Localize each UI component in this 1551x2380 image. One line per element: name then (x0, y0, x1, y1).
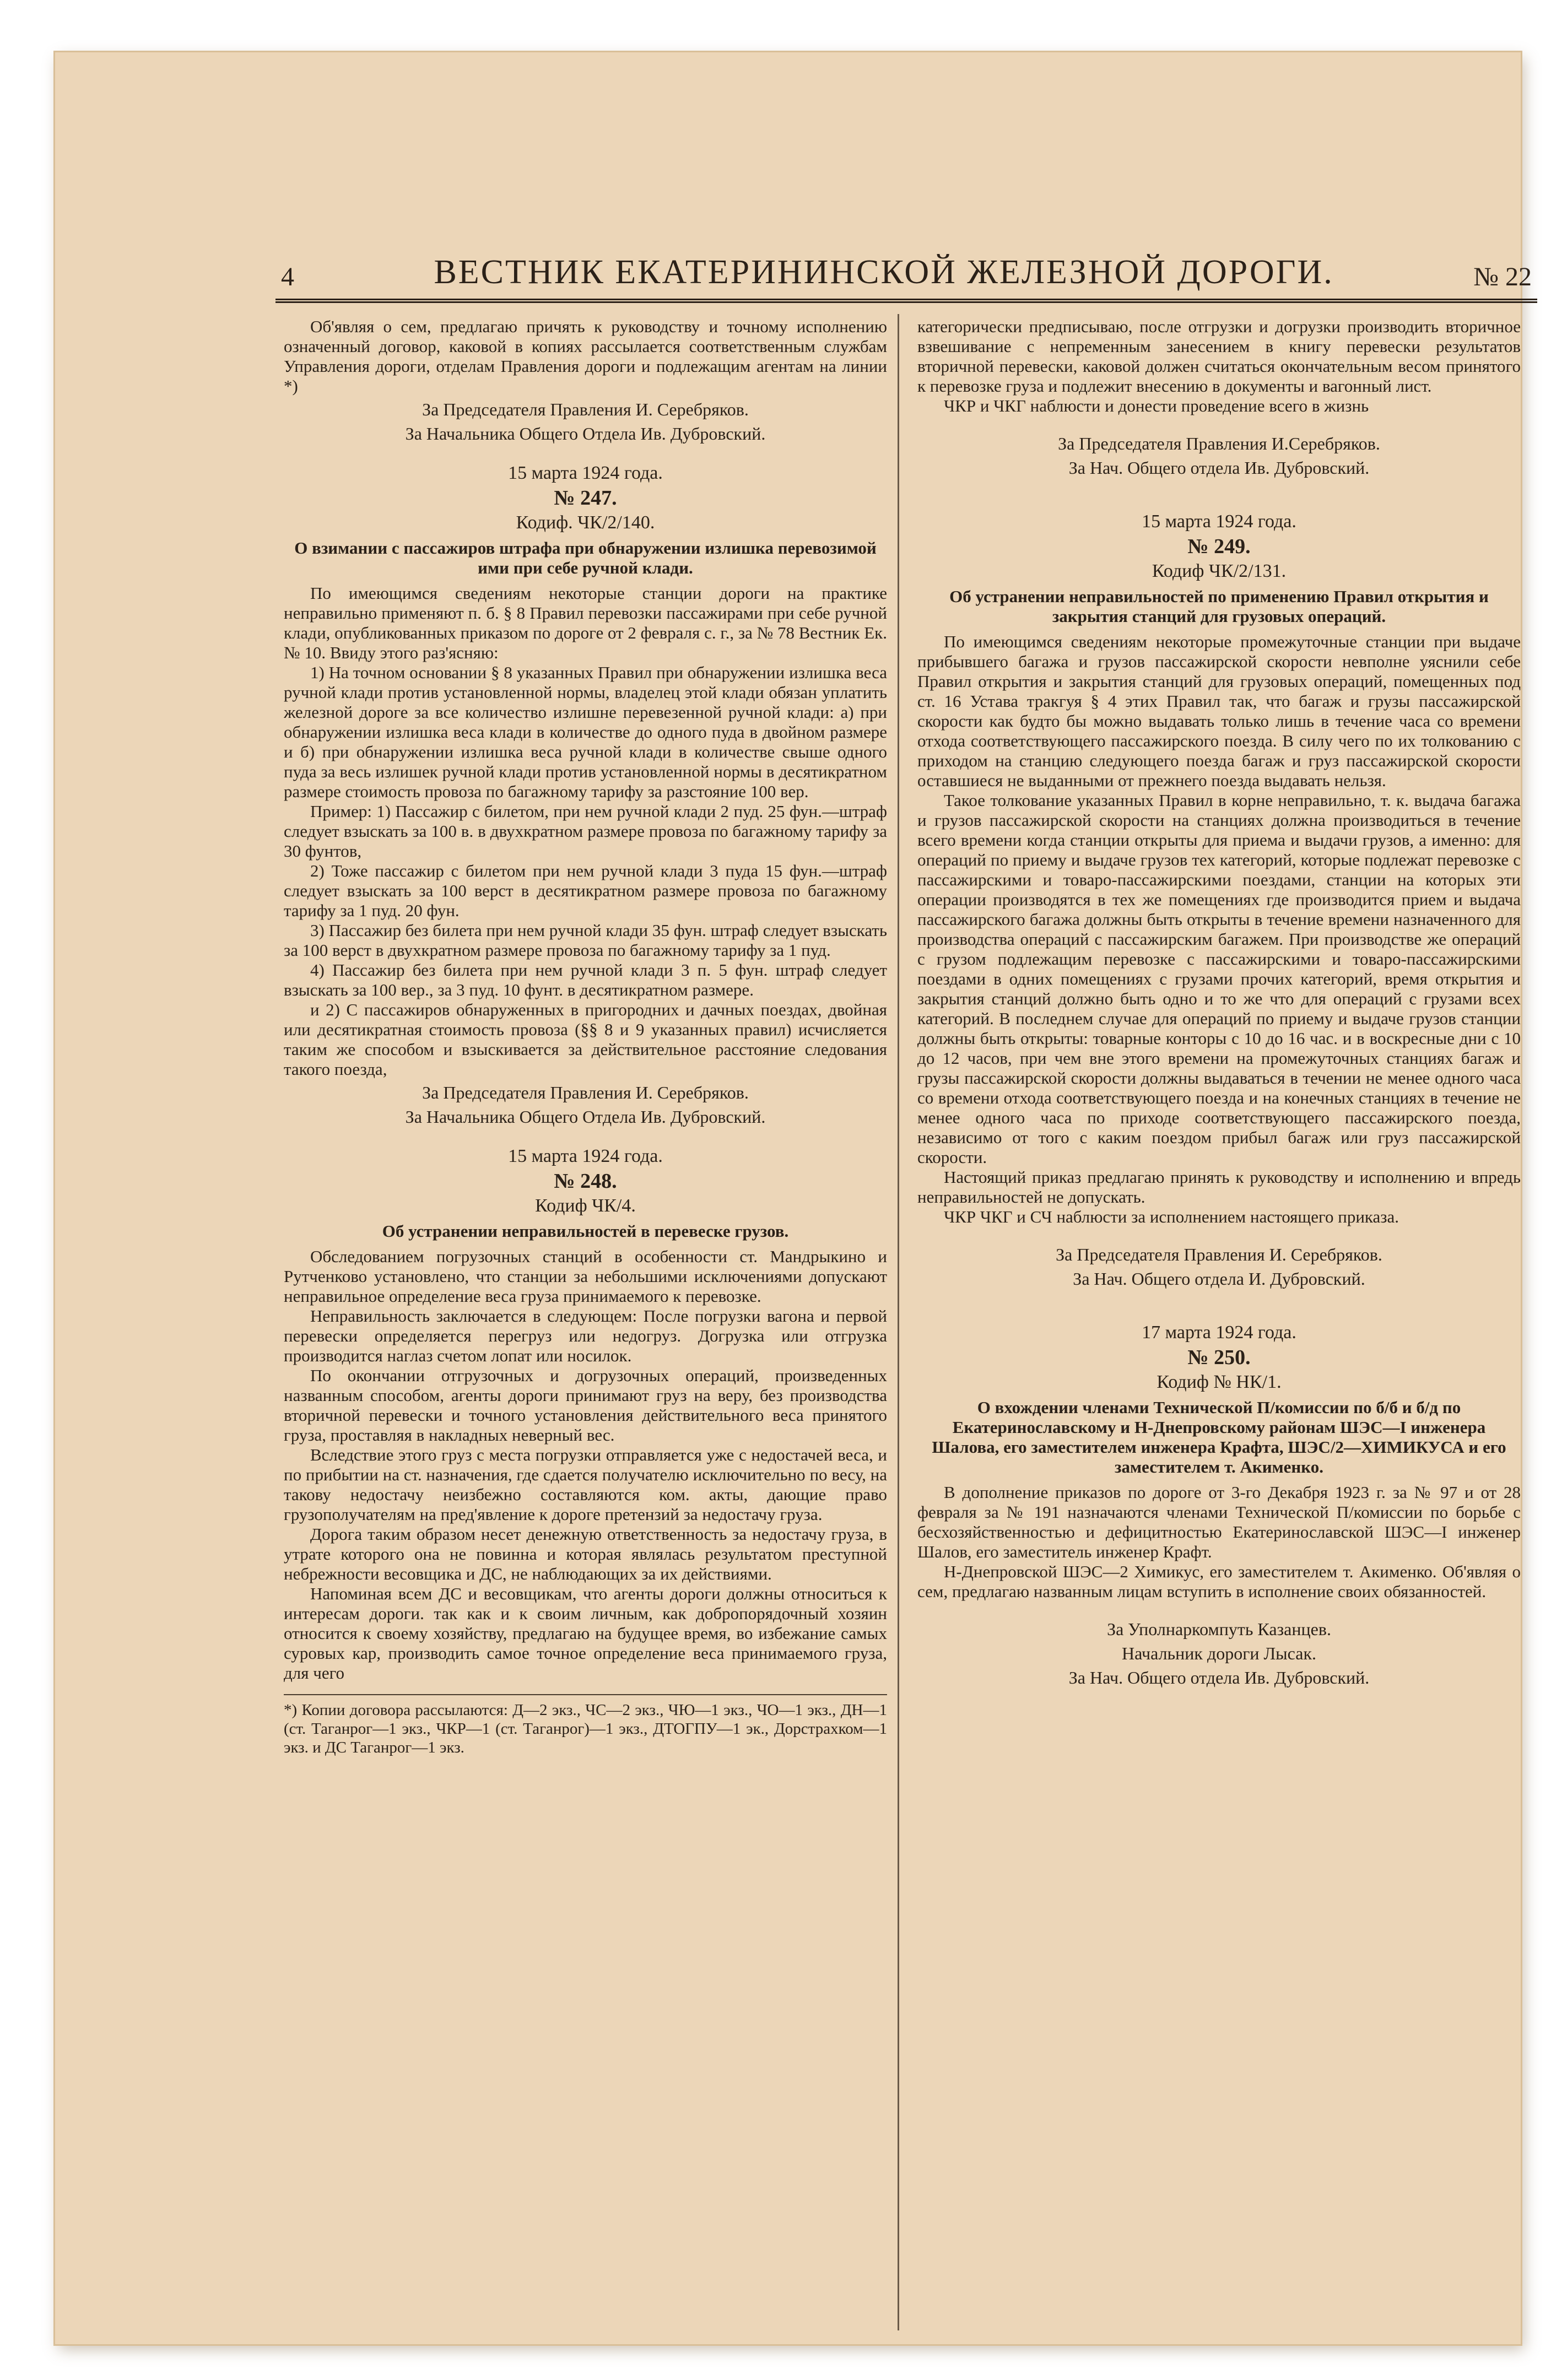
paragraph: Обследованием погрузочных станций в особенности ст. Мандрыкино и Рутченково установлено, что станции за небольшими исключениями допускают неправильное определение веса груза принимаемого к перевозке. (284, 1247, 887, 1306)
order-number: № 250. (1187, 1346, 1251, 1369)
intro-paragraph: Об'являя о сем, предлагаю причять к руководству и точному исполнению означенный договор, каковой в копиях рассылается соответственным службам Управления дороги, отделам Правления дороги и подлежащим агентам на линии *) (284, 317, 887, 396)
order-date: 15 марта 1924 года. (508, 1146, 663, 1166)
paragraph: По имеющимся сведениям некоторые станции дороги на практике неправильно применяют п. б. § 8 Правил перевозки пассажирами при себе ручной клади, опубликованных приказом по дороге от 2 февраля с. г., за № 78 Вестник Ек. № 10. Ввиду этого раз'ясняю: (284, 583, 887, 662)
signature: Начальник дороги Лысак. (1121, 1643, 1317, 1663)
newspaper-sheet (55, 52, 1532, 2344)
paragraph: Вследствие этого груз с места погрузки отправляется уже с недостачей веса, и по прибытии на ст. назначения, где сдается получателю исключительно по весу, на такову недостачу неизбежно составляются ком. акты, дающие право грузополучателям на пред'явление к дороге претензий за недостачу груза. (284, 1445, 887, 1524)
paragraph: категорически предписываю, после отгрузки и догрузки производить вторичное взвешивание с непременным занесением в книгу перевески результатов вторичной перевески, каковой должен считаться окончательным весом принятого к перевозке груза и подлежит внесению в документы и вагонный лист. (917, 317, 1521, 396)
signature: За Начальника Общего Отдела Ив. Дубровский. (405, 424, 766, 443)
order-title: Об устранении неправильностей в перевеске грузов. (382, 1221, 789, 1241)
signature: За Нач. Общего отдела Ив. Дубровский. (1068, 1668, 1370, 1687)
order-number: № 247. (554, 486, 617, 510)
order-date: 15 марта 1924 года. (1142, 511, 1296, 532)
paragraph: ЧКР ЧКГ и СЧ наблюсти за исполнением настоящего приказа. (944, 1207, 1399, 1226)
page-number: 4 (281, 262, 294, 291)
paragraph: По окончании отгрузочных и догрузочных операций, произведенных названным способом, агенты дороги принимают груз на веру, без производства вторичной перевески и точного установления действительного веса принятого груза, проставляя в накладных неверный вес. (284, 1366, 887, 1445)
order-title: О взимании с пассажиров штрафа при обнаружении излишка перевозимой ими при себе ручной клади. (294, 538, 877, 577)
order-code: Кодиф № НК/1. (1157, 1372, 1282, 1392)
publication-title: ВЕСТНИК ЕКАТЕРИНИНСКОЙ ЖЕЛЕЗНОЙ ДОРОГИ. (434, 253, 1334, 291)
signature: За Начальника Общего Отдела Ив. Дубровский. (405, 1107, 766, 1127)
paragraph: Настоящий приказ предлагаю принять к руководству и исполнению и впредь неправильностей не допускать. (917, 1167, 1521, 1207)
column-divider (898, 314, 899, 2330)
left-column (284, 317, 887, 2333)
order-code: Кодиф ЧК/2/131. (1152, 561, 1287, 581)
order-number: № 248. (554, 1170, 617, 1193)
paragraph: Неправильность заключается в следующем: После погрузки вагона и первой перевески определяется перегруз или недогруз. Догрузка или отгрузка производится наглаз счетом лопат или носилок. (284, 1306, 887, 1365)
order-number: № 249. (1187, 535, 1251, 558)
page-content (275, 242, 1537, 2380)
signature: За Уполнаркомпуть Казанцев. (1107, 1619, 1331, 1639)
signature: За Председателя Правления И.Серебряков. (1058, 434, 1380, 453)
signature: За Нач. Общего отдела И. Дубровский. (1073, 1269, 1365, 1289)
paragraph: 3) Пассажир без билета при нем ручной клади 35 фун. штраф следует взыскать за 100 верст в двухкратном размере провоза по багажному тарифу за 1 пуд. (284, 921, 887, 960)
order-code: Кодиф ЧК/4. (535, 1196, 636, 1216)
signature: За Председателя Правления И. Серебряков. (422, 1083, 749, 1102)
order-title: Об устранении неправильностей по применению Правил открытия и закрытия станций для грузовых операций. (949, 587, 1489, 626)
paragraph: По имеющимся сведениям некоторые промежуточные станции при выдаче прибывшего багажа и грузов пассажирской скорости невполне уяснили себе Правил открытия и закрытия станций для грузовых операций, помещенных под ст. 16 Устава тракгуя § 4 этих Правил так, что багаж и грузы пассажирской скорости как будто бы можно выдавать только лишь в течение часа со времени отхода соответствующего пассажирского поезда. В силу чего по их толкованию с приходом на станцию следующего поезда багаж и груз пассажирской скорости оставшиеся не выданными от прежнего поезда выдавать нельзя. (917, 632, 1521, 790)
paragraph: 1) На точном основании § 8 указанных Правил при обнаружении излишка веса ручной клади против установленной нормы, владелец этой клади обязан уплатить железной дороге за все количество излишне перевезенной ручной клади: а) при обнаружении излишка веса клади в количестве до одного пуда в двойном размере и б) при обнаружении излишка веса ручной клади в количестве свыше одного пуда за весь излишек ручной клади против установленной нормы в десятикратном размере стоимость провоза по багажному тарифу за разстояние 100 вер. (284, 663, 887, 801)
signature: За Председателя Правления И. Серебряков. (1056, 1245, 1382, 1264)
order-date: 15 марта 1924 года. (508, 463, 663, 483)
order-date: 17 марта 1924 года. (1142, 1322, 1296, 1343)
paragraph: ЧКР и ЧКГ наблюсти и донести проведение всего в жизнь (944, 396, 1369, 415)
paragraph: Н-Днепровской ШЭС—2 Химикус, его заместителем т. Акименко. Об'являя о сем, предлагаю названным лицам вступить в исполнение своих обязанностей. (917, 1562, 1521, 1601)
masthead (275, 242, 1537, 303)
paragraph: 4) Пассажир без билета при нем ручной клади 3 п. 5 фун. штраф следует взыскать за 100 вер., за 3 пуд. 10 фунт. в десятикратном размере. (284, 960, 887, 999)
paragraph: В дополнение приказов по дороге от 3-го Декабря 1923 г. за № 97 и от 28 февраля за № 191 назначаются членами Технической П/комиссии по борьбе с бесхозяйственностью и дефицитностью Екатеринославской ШЭС—I инженер Шалов, его заместитель инженер Крафт. (917, 1483, 1521, 1561)
paragraph: 2) Тоже пассажир с билетом при нем ручной клади 3 пуда 15 фун.—штраф следует взыскать за 100 верст в десятикратном размере провоза по багажному тарифу за 1 пуд. 20 фун. (284, 861, 887, 920)
paragraph: Напоминая всем ДС и весовщикам, что агенты дороги должны относиться к интересам дороги. так как и к своим личным, как добропорядочный хозяин относится к своему хозяйству, предлагаю на будущее время, во избежание самых суровых кар, производить самое точное определение веса принимаемого груза, для чего (284, 1584, 887, 1683)
paragraph: Пример: 1) Пассажир с билетом, при нем ручной клади 2 пуд. 25 фун.—штраф следует взыскать за 100 в. в двухкратном размере провоза по багажному тарифу за 30 фунтов, (284, 802, 887, 861)
order-code: Кодиф. ЧК/2/140. (516, 512, 655, 533)
paragraph: Дорога таким образом несет денежную ответственность за недостачу груза, в утрате которого она не повинна и которая являлась результатом преступной небрежности весовщика и ДС, не наблюдающих за их действиями. (284, 1524, 887, 1583)
issue-number: № 22 (1473, 262, 1532, 291)
right-column (917, 317, 1521, 2333)
footnote: *) Копии договора рассылаются: Д—2 экз., ЧС—2 экз., ЧЮ—1 экз., ЧО—1 экз., ДН—1 (ст. Таганрог—1 экз., ЧКР—1 (ст. Таганрог)—1 экз., ДТОГПУ—1 эк., Дорстрахком—1 экз. и ДС Таганрог—1 экз. (284, 1694, 887, 1757)
order-title: О вхождении членами Технической П/комиссии по б/б и б/д по Екатеринославскому и Н-Днепровскому районам ШЭС—I инженера Шалова, его заместителем инженера Крафта, ШЭС/2—ХИМИКУСА и его заместителем т. Акименко. (932, 1398, 1506, 1476)
signature: За Председателя Правления И. Серебряков. (422, 399, 749, 419)
paragraph: Такое толкование указанных Правил в корне неправильно, т. к. выдача багажа и грузов пассажирской скорости на станциях должна производиться в течение всего времени когда станции открыты для приема и выдачи грузов, а именно: для операций по приему и выдаче грузов тех категорий, которые подлежат перевозке с пассажирскими и товаро-пассажирскими поездами, станции на которых эти операции производятся в тех же помещениях где производится прием и выдача пассажирского багажа должны быть открыты в течение времени назначенного для производства операций с пассажирским багажем. При производстве же операций с грузом подлежащим перевозке с пассажирскими и товаро-пассажирскими поездами в одних помещениях с грузами прочих категорий, время открытия и закрытия станций должно быть одно и то же что для операций с грузами всех категорий. В последнем случае для операций по приему и выдаче грузов станции должны быть открыты: товарные конторы с 10 до 16 час. и в воскресные дни с 10 до 12 часов, при чем вне этого времени на промежуточных станциях багаж и грузы пассажирской скорости должны выдаваться в течении не менее одного часа со времени отхода соответствующего поезда и на конечных станциях в течение не менее одного часа по приходе соответствующего пассажирского поезда, независимо от того с каким поездом прибыл багаж или груз пассажирской скорости. (917, 791, 1521, 1167)
paragraph: и 2) С пассажиров обнаруженных в пригородних и дачных поездах, двойная или десятикратная стоимость провоза (§§ 8 и 9 указанных правил) исчисляется таким же способом и взыскивается за действительное расстояние следования такого поезда, (284, 1000, 887, 1079)
signature: За Нач. Общего отдела Ив. Дубровский. (1068, 458, 1370, 478)
